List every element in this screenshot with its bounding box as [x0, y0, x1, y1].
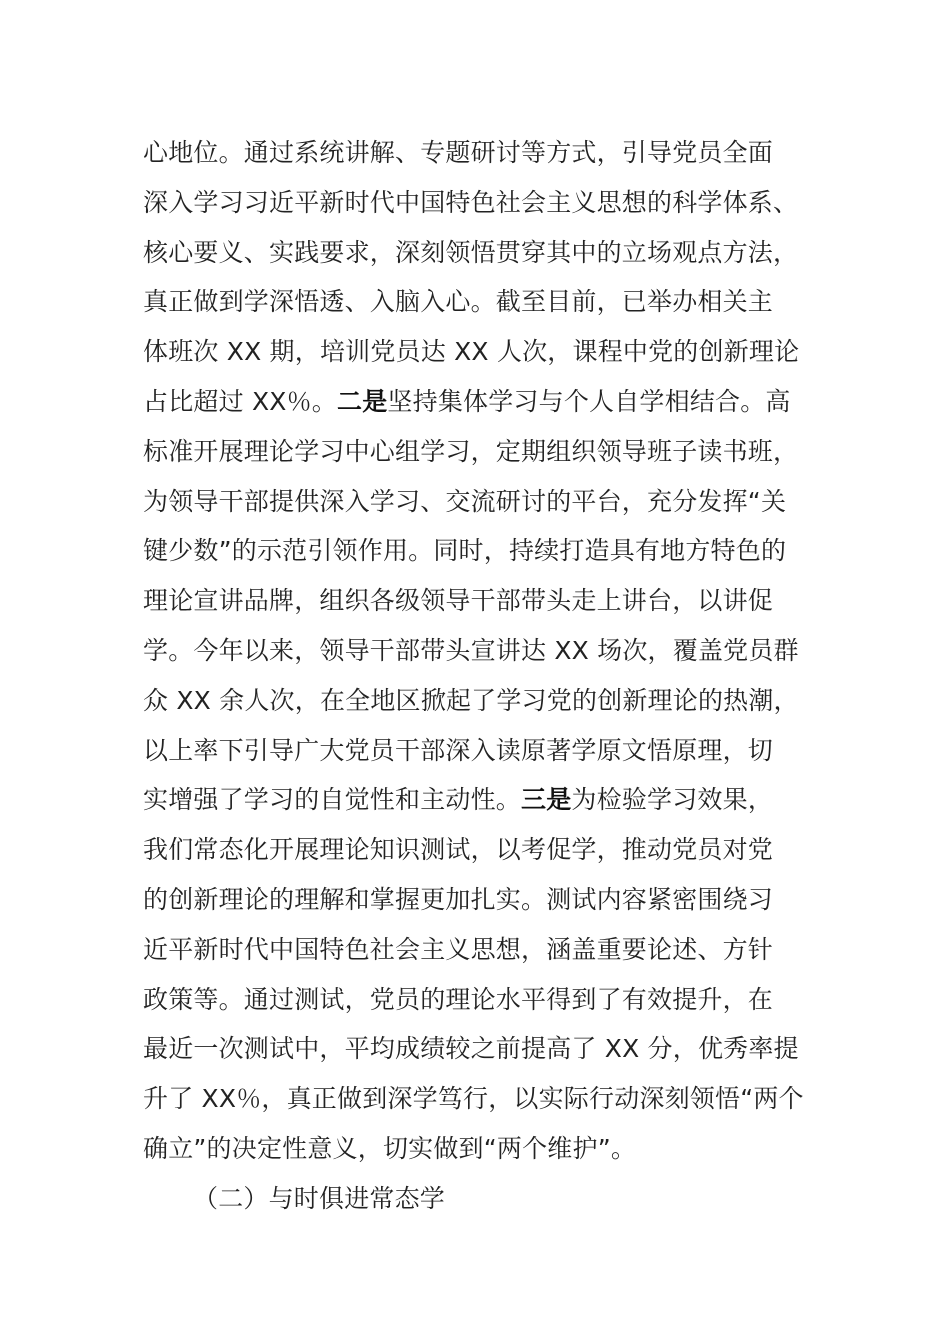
text-line: 理论宣讲品牌，组织各级领导干部带头走上讲台，以讲促 [143, 586, 774, 616]
text-line: 学。今年以来，领导干部带头宣讲达 XX 场次，覆盖党员群 [143, 635, 799, 665]
text-line: 心地位。通过系统讲解、专题研讨等方式，引导党员全面 [143, 138, 774, 167]
text-line [143, 775, 813, 825]
text-line: 我们常态化开展理论知识测试，以考促学，推动党员对党 [143, 835, 774, 865]
text-run: 坚持集体学习与个人自学相结合。高 [387, 386, 791, 416]
bold-marker-three: 三是 [521, 785, 572, 815]
text-line: 近平新时代中国特色社会主义思想，涵盖重要论述、方针 [143, 934, 774, 964]
text-line: 以上率下引导广大党员干部深入读原著学原文悟原理，切 [143, 735, 774, 765]
text-run: 实增强了学习的自觉性和主动性。 [143, 785, 522, 815]
text-line: 键少数”的示范引领作用。同时，持续打造具有地方特色的 [143, 536, 787, 566]
text-line: 升了 XX％，真正做到深学笃行，以实际行动深刻领悟“两个 [143, 1084, 804, 1114]
bold-marker-two: 二是 [337, 386, 388, 416]
text-line: 政策等。通过测试，党员的理论水平得到了有效提升，在 [143, 984, 774, 1014]
text-line: 为领导干部提供深入学习、交流研讨的平台，充分发挥“关 [143, 486, 787, 516]
text-line: 深入学习习近平新时代中国特色社会主义思想的科学体系、 [143, 187, 799, 217]
text-run: 为检验学习效果， [571, 785, 774, 815]
text-line: 最近一次测试中，平均成绩较之前提高了 XX 分，优秀率提 [143, 1034, 799, 1064]
text-line: 的创新理论的理解和掌握更加扎实。测试内容紧密围绕习 [143, 884, 774, 914]
text-line: 众 XX 余人次，在全地区掀起了学习党的创新理论的热潮， [143, 685, 799, 715]
text-run: 占比超过 XX％。 [143, 386, 338, 416]
text-line: 真正做到学深悟透、入脑入心。截至目前，已举办相关主 [143, 287, 774, 317]
text-line: 体班次 XX 期，培训党员达 XX 人次，课程中党的创新理论 [143, 337, 800, 367]
section-heading: （二）与时俱进常态学 [193, 1183, 446, 1213]
text-line [143, 377, 813, 427]
body-text [143, 128, 813, 1224]
text-line: 核心要义、实践要求，深刻领悟贯穿其中的立场观点方法， [143, 237, 799, 267]
text-line: 确立”的决定性意义，切实做到“两个维护”。 [143, 1133, 637, 1163]
text-line: 标准开展理论学习中心组学习，定期组织领导班子读书班， [143, 436, 799, 466]
